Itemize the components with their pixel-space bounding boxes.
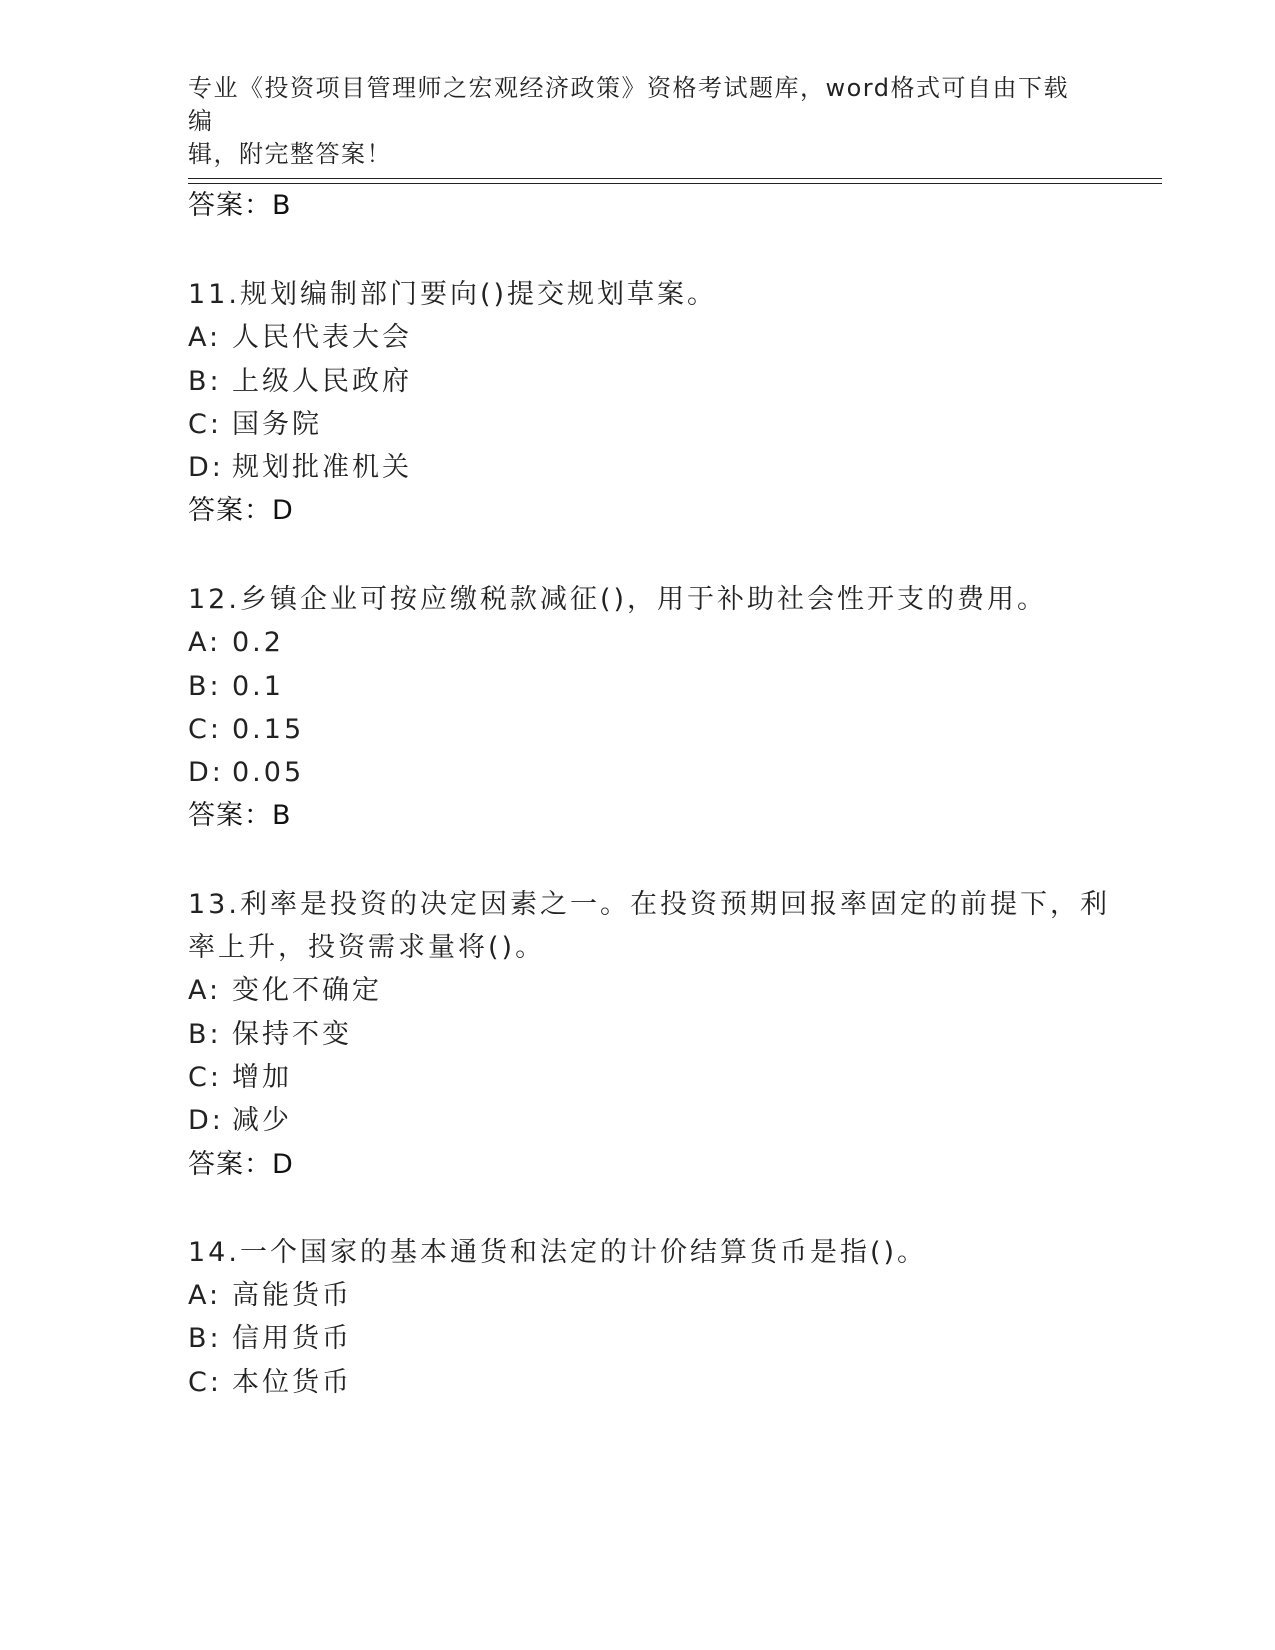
question-11-stem: 11.规划编制部门要向()提交规划草案。 bbox=[188, 279, 718, 310]
option-text: 保持不变 bbox=[232, 1019, 352, 1050]
option-letter: A: bbox=[188, 975, 222, 1006]
option-letter: B: bbox=[188, 1019, 222, 1050]
previous-answer: 答案：B bbox=[188, 190, 292, 221]
option-letter: C: bbox=[188, 409, 222, 440]
option-text: 减少 bbox=[232, 1105, 292, 1136]
option-text: 国务院 bbox=[232, 409, 322, 440]
option-letter: B: bbox=[188, 366, 222, 397]
option-text: 0.2 bbox=[232, 627, 284, 658]
option-letter: A: bbox=[188, 627, 222, 658]
question-12-option-a bbox=[188, 627, 284, 659]
question-12-option-d bbox=[188, 757, 304, 789]
option-text: 变化不确定 bbox=[232, 975, 382, 1006]
option-letter: C: bbox=[188, 1367, 222, 1398]
option-text: 规划批准机关 bbox=[232, 452, 412, 483]
question-13-stem-line-2: 率上升，投资需求量将()。 bbox=[188, 932, 546, 963]
question-12-answer: 答案：B bbox=[188, 800, 292, 831]
question-13-stem-line-1: 13.利率是投资的决定因素之一。在投资预期回报率固定的前提下，利 bbox=[188, 889, 1110, 920]
question-11-option-b bbox=[188, 366, 412, 398]
question-11-answer: 答案：D bbox=[188, 495, 294, 526]
header-line-1: 专业《投资项目管理师之宏观经济政策》资格考试题库，word格式可自由下载编 bbox=[188, 74, 1069, 135]
question-11-option-c bbox=[188, 409, 322, 441]
option-letter: D: bbox=[188, 1105, 224, 1136]
question-12-option-b bbox=[188, 671, 284, 703]
question-12-option-c bbox=[188, 714, 304, 746]
header-line-2: 辑，附完整答案！ bbox=[188, 140, 392, 168]
option-letter: B: bbox=[188, 1323, 222, 1354]
option-text: 人民代表大会 bbox=[232, 322, 412, 353]
document-header bbox=[188, 72, 1078, 171]
option-text: 增加 bbox=[232, 1062, 292, 1093]
question-14-option-c bbox=[188, 1367, 352, 1399]
option-text: 上级人民政府 bbox=[232, 366, 412, 397]
option-letter: C: bbox=[188, 1062, 222, 1093]
option-text: 0.15 bbox=[232, 714, 305, 745]
question-13-option-a bbox=[188, 975, 382, 1007]
question-14-stem: 14.一个国家的基本通货和法定的计价结算货币是指()。 bbox=[188, 1237, 928, 1268]
question-14-option-a bbox=[188, 1280, 352, 1312]
option-letter: C: bbox=[188, 714, 222, 745]
question-12-stem: 12.乡镇企业可按应缴税款减征()，用于补助社会性开支的费用。 bbox=[188, 584, 1048, 615]
option-text: 信用货币 bbox=[232, 1323, 352, 1354]
header-divider-top bbox=[188, 178, 1162, 179]
option-text: 0.05 bbox=[232, 757, 305, 788]
option-text: 0.1 bbox=[232, 671, 284, 702]
option-letter: A: bbox=[188, 1280, 222, 1311]
option-letter: D: bbox=[188, 452, 224, 483]
question-11-option-d bbox=[188, 452, 412, 484]
option-text: 本位货币 bbox=[232, 1367, 352, 1398]
question-13-option-b bbox=[188, 1019, 352, 1051]
question-13-option-d bbox=[188, 1105, 292, 1137]
question-14-option-b bbox=[188, 1323, 352, 1355]
question-13-option-c bbox=[188, 1062, 292, 1094]
option-letter: B: bbox=[188, 671, 222, 702]
option-letter: D: bbox=[188, 757, 224, 788]
question-13-answer: 答案：D bbox=[188, 1149, 294, 1180]
option-letter: A: bbox=[188, 322, 222, 353]
question-11-option-a bbox=[188, 322, 412, 354]
header-divider-bottom bbox=[188, 183, 1162, 184]
option-text: 高能货币 bbox=[232, 1280, 352, 1311]
